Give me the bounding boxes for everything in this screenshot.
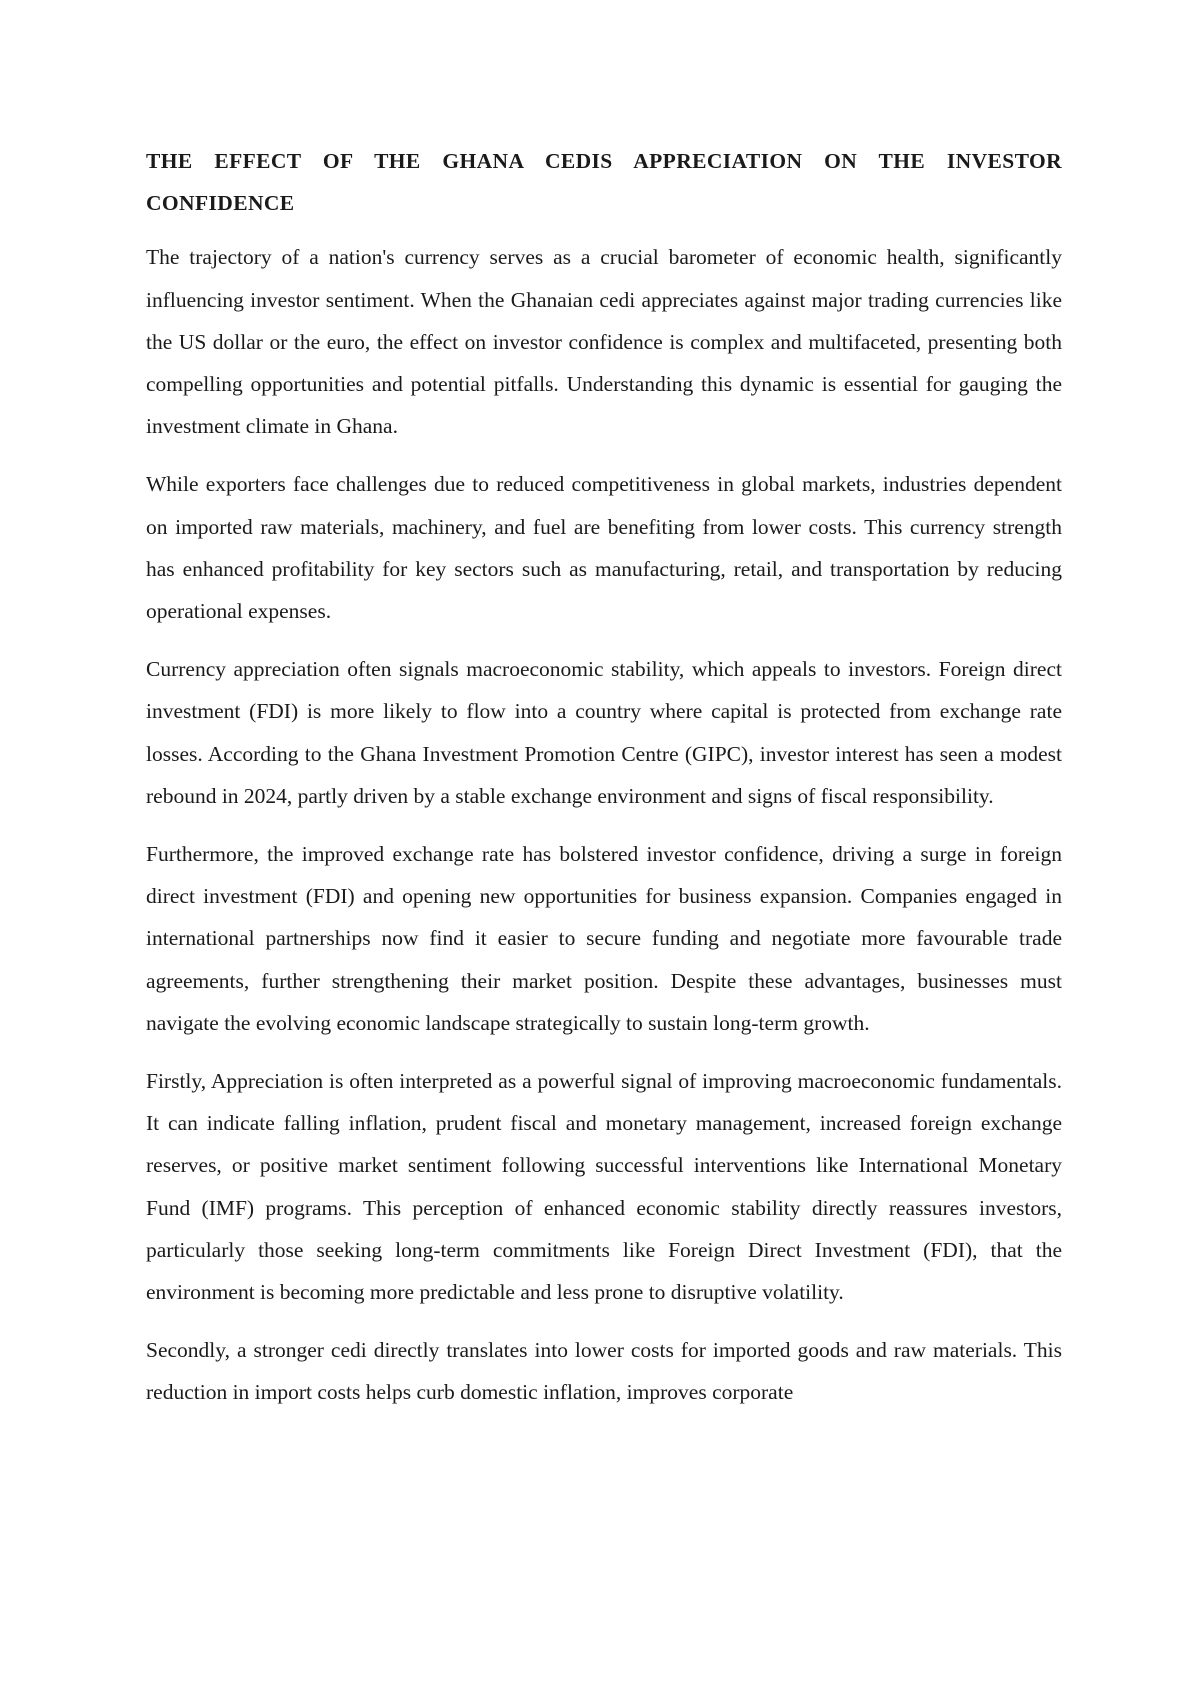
paragraph-intro: The trajectory of a nation's currency serves as a crucial barometer of economic health, significantly influencing investor sentiment. When the Ghanaian cedi appreciates against major trading currencies like the US dollar or the euro, the effect on investor confidence is complex and multifaceted, presenting both compelling opportunities and potential pitfalls. Understanding this dynamic is essential for gauging the investment climate in Ghana. [146,245,1062,439]
document-title: THE EFFECT OF THE GHANA CEDIS APPRECIATION ON THE INVESTOR CONFIDENCE [146,149,1062,216]
paragraph-stability: Currency appreciation often signals macroeconomic stability, which appeals to investors. Foreign direct investment (FDI) is more likely to flow into a country where capital is protected from exchange rate losses. According to the Ghana Investment Promotion Centre (GIPC), investor interest has seen a modest rebound in 2024, partly driven by a stable exchange environment and signs of fiscal responsibility. [146,657,1062,808]
paragraph-furthermore: Furthermore, the improved exchange rate has bolstered investor confidence, driving a surge in foreign direct investment (FDI) and opening new opportunities for business expansion. Companies engaged in international partnerships now find it easier to secure funding and negotiate more favourable trade agreements, further strengthening their market position. Despite these advantages, businesses must navigate the evolving economic landscape strategically to sustain long-term growth. [146,842,1062,1035]
paragraph-firstly: Firstly, Appreciation is often interpreted as a powerful signal of improving macroeconomic fundamentals. It can indicate falling inflation, prudent fiscal and monetary management, increased foreign exchange reserves, or positive market sentiment following successful interventions like International Monetary Fund (IMF) programs. This perception of enhanced economic stability directly reassures investors, particularly those seeking long-term commitments like Foreign Direct Investment (FDI), that the environment is becoming more predictable and less prone to disruptive volatility. [146,1069,1062,1305]
paragraph-exporters: While exporters face challenges due to reduced competitiveness in global markets, industries dependent on imported raw materials, machinery, and fuel are benefiting from lower costs. This currency strength has enhanced profitability for key sectors such as manufacturing, retail, and transportation by reducing operational expenses. [146,472,1062,624]
paragraph-secondly: Secondly, a stronger cedi directly translates into lower costs for imported goods and raw materials. This reduction in import costs helps curb domestic inflation, improves corporate [146,1338,1062,1405]
document-body [146,140,1062,1430]
